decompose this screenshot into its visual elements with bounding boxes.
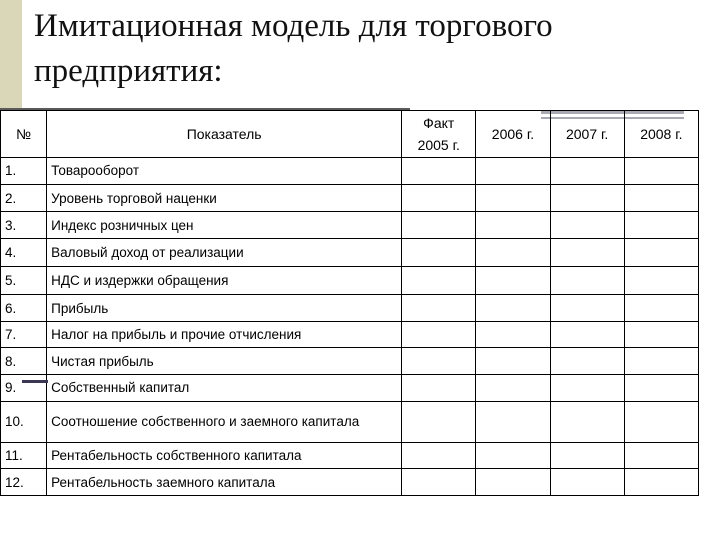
table-row bbox=[1, 295, 699, 322]
value-cell-2008 bbox=[624, 158, 698, 185]
value-cell-2007 bbox=[550, 401, 624, 442]
value-cell-fact-2005 bbox=[402, 469, 476, 496]
value-cell-2006 bbox=[476, 375, 550, 402]
header-2007: 2007 г. bbox=[550, 111, 624, 158]
value-cell-fact-2005 bbox=[402, 295, 476, 322]
value-cell-2006 bbox=[476, 401, 550, 442]
value-cell-fact-2005 bbox=[402, 212, 476, 239]
header-fact-label: Факт bbox=[423, 115, 455, 132]
row-indicator: Рентабельность собственного капитала bbox=[47, 442, 402, 469]
header-2006: 2006 г. bbox=[476, 111, 550, 158]
table-row bbox=[1, 321, 699, 348]
value-cell-2008 bbox=[624, 212, 698, 239]
value-cell-2008 bbox=[624, 375, 698, 402]
value-cell-2007 bbox=[550, 442, 624, 469]
header-fact-year: 2005 г. bbox=[417, 137, 460, 154]
value-cell-2006 bbox=[476, 442, 550, 469]
value-cell-2006 bbox=[476, 266, 550, 295]
value-cell-2006 bbox=[476, 321, 550, 348]
value-cell-2008 bbox=[624, 321, 698, 348]
table-row bbox=[1, 158, 699, 185]
row-number: 5. bbox=[1, 266, 47, 295]
row-indicator: Налог на прибыль и прочие отчисления bbox=[47, 321, 402, 348]
row-indicator: Собственный капитал bbox=[47, 375, 402, 402]
value-cell-fact-2005 bbox=[402, 321, 476, 348]
value-cell-2006 bbox=[476, 348, 550, 375]
row-indicator: Товарооборот bbox=[47, 158, 402, 185]
row-indicator: Прибыль bbox=[47, 295, 402, 322]
table-row bbox=[1, 401, 699, 442]
row-indicator: Чистая прибыль bbox=[47, 348, 402, 375]
model-table bbox=[0, 110, 699, 496]
value-cell-2008 bbox=[624, 184, 698, 212]
row-number: 6. bbox=[1, 295, 47, 322]
value-cell-fact-2005 bbox=[402, 401, 476, 442]
row-number: 9. bbox=[1, 375, 47, 402]
value-cell-2006 bbox=[476, 212, 550, 239]
value-cell-fact-2005 bbox=[402, 158, 476, 185]
value-cell-2008 bbox=[624, 469, 698, 496]
value-cell-2007 bbox=[550, 158, 624, 185]
title-line-1: Имитационная модель для торгового bbox=[34, 8, 553, 44]
header-indicator: Показатель bbox=[47, 111, 402, 158]
header-2008: 2008 г. bbox=[624, 111, 698, 158]
value-cell-2007 bbox=[550, 469, 624, 496]
value-cell-fact-2005 bbox=[402, 348, 476, 375]
value-cell-2007 bbox=[550, 321, 624, 348]
table-row bbox=[1, 184, 699, 212]
value-cell-2008 bbox=[624, 266, 698, 295]
row-indicator: Уровень торговой наценки bbox=[47, 184, 402, 212]
row-number: 11. bbox=[1, 442, 47, 469]
value-cell-2008 bbox=[624, 238, 698, 266]
row-marker bbox=[22, 380, 48, 383]
row-number: 1. bbox=[1, 158, 47, 185]
value-cell-2006 bbox=[476, 295, 550, 322]
row-number: 2. bbox=[1, 184, 47, 212]
value-cell-2008 bbox=[624, 442, 698, 469]
row-number: 12. bbox=[1, 469, 47, 496]
table-row bbox=[1, 375, 699, 402]
row-indicator: Рентабельность заемного капитала bbox=[47, 469, 402, 496]
row-indicator: Индекс розничных цен bbox=[47, 212, 402, 239]
value-cell-fact-2005 bbox=[402, 375, 476, 402]
value-cell-2008 bbox=[624, 348, 698, 375]
slide-title bbox=[34, 4, 694, 94]
row-number: 4. bbox=[1, 238, 47, 266]
table-row bbox=[1, 212, 699, 239]
row-number: 3. bbox=[1, 212, 47, 239]
value-cell-fact-2005 bbox=[402, 184, 476, 212]
title-line-2: предприятия: bbox=[34, 53, 223, 89]
table-row bbox=[1, 238, 699, 266]
value-cell-2007 bbox=[550, 212, 624, 239]
row-indicator: Валовый доход от реализации bbox=[47, 238, 402, 266]
value-cell-2007 bbox=[550, 295, 624, 322]
value-cell-fact-2005 bbox=[402, 266, 476, 295]
value-cell-2006 bbox=[476, 238, 550, 266]
header-fact-2005 bbox=[402, 111, 476, 158]
value-cell-2006 bbox=[476, 158, 550, 185]
table-row bbox=[1, 266, 699, 295]
left-accent-band bbox=[0, 0, 22, 108]
value-cell-2007 bbox=[550, 266, 624, 295]
row-indicator: НДС и издержки обращения bbox=[47, 266, 402, 295]
value-cell-2006 bbox=[476, 469, 550, 496]
row-number: 7. bbox=[1, 321, 47, 348]
row-indicator: Соотношение собственного и заемного капитала bbox=[47, 401, 402, 442]
table-row bbox=[1, 442, 699, 469]
table-row bbox=[1, 348, 699, 375]
value-cell-2007 bbox=[550, 238, 624, 266]
value-cell-2007 bbox=[550, 184, 624, 212]
value-cell-2007 bbox=[550, 348, 624, 375]
value-cell-fact-2005 bbox=[402, 442, 476, 469]
table-header-row bbox=[1, 111, 699, 158]
value-cell-2008 bbox=[624, 295, 698, 322]
value-cell-2006 bbox=[476, 184, 550, 212]
row-number: 8. bbox=[1, 348, 47, 375]
row-number: 10. bbox=[1, 401, 47, 442]
table-row bbox=[1, 469, 699, 496]
value-cell-2007 bbox=[550, 375, 624, 402]
header-number: № bbox=[1, 111, 47, 158]
value-cell-fact-2005 bbox=[402, 238, 476, 266]
value-cell-2008 bbox=[624, 401, 698, 442]
